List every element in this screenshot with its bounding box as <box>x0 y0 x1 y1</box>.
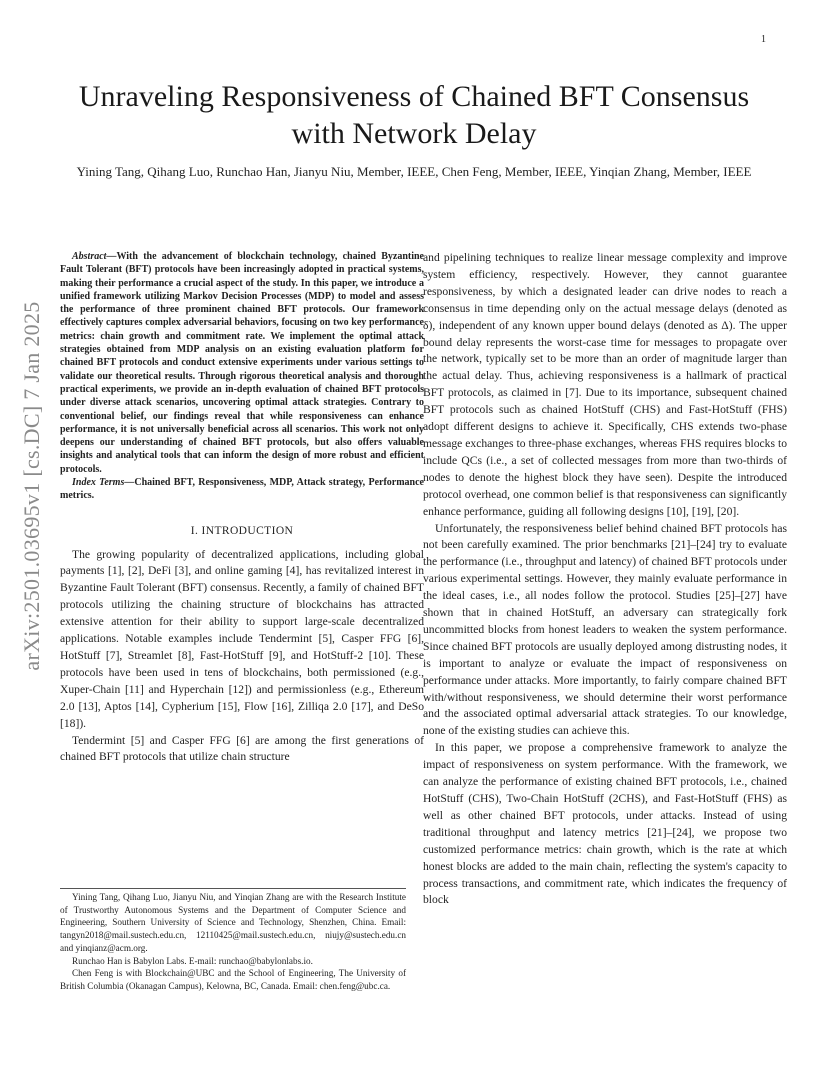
footnote: Yining Tang, Qihang Luo, Jianyu Niu, and Yinqian Zhang are with the Research Institute of Trustworthy Autonomous Systems and the Department of Computer Science and Engineering, Southern University of Science and Technology, Shenzhen, China. Email: tangyn2018@mail.sustech.edu.cn, 12110425@mail.sustech.edu.cn, niujy@sustech.edu.cn and yinqianz@acm.org. <box>60 892 406 953</box>
paragraph: and pipelining techniques to realize linear message complexity and improve system efficiency, respectively. However, they cannot guarantee responsiveness, by which a designated leader can drive nodes to reach a consensus in time depending only on the actual message delays (denoted as δ), independent of any known upper bound delays (denoted as Δ). The upper bound delay represents the worst-case time for messages to propagate over the network, typically set to be more than an order of magnitude larger than the actual delay. Thus, achieving responsiveness is a hallmark of practical BFT protocols, as claimed in [7]. Due to its importance, subsequent chained BFT protocols such as chained HotStuff (CHS) and Fast-HotStuff (FHS) adopt different designs to achieve it. Specifically, CHS extends two-phase message exchanges to three-phase exchanges, whereas FHS requires blocks to include QCs (i.e., a set of collected messages from more than two-thirds of nodes to denote the highest block they have seen). Despite the introduced protocol overhead, one common belief is that responsiveness can significantly enhance performance, guiding all following designs [10], [19], [20]. <box>423 251 787 518</box>
left-column <box>60 250 424 766</box>
index-terms <box>60 476 424 503</box>
page-number: 1 <box>761 34 766 45</box>
abstract-label: Abstract— <box>72 251 117 262</box>
section-heading: I. INTRODUCTION <box>190 524 294 537</box>
paragraph: Unfortunately, the responsiveness belief behind chained BFT protocols has not been carefully examined. The prior benchmarks [21]–[24] try to evaluate the performance (i.e., throughput and latency) of chained BFT protocols under various experimental settings. However, they mainly evaluate performance in the ideal cases, i.e., all nodes follow the protocol. Studies [25]–[27] have shown that in chained HotStuff, an adversary can strategically fork uncommitted blocks from honest leaders to weaken the system performance. Since chained BFT protocols are usually deployed among distrusting nodes, it is important to analyze or evaluate the impact of responsiveness on performance under attacks. More importantly, to fairly compare chained BFT with/without responsiveness, we should determine their worst performance and the associated optimal adversarial attack strategies. To our knowledge, none of the existing studies can achieve this. <box>423 521 787 738</box>
arxiv-stamp <box>20 297 44 675</box>
right-column <box>423 250 787 909</box>
paper-title: Unraveling Responsiveness of Chained BFT Consensus with Network Delay <box>78 80 750 150</box>
paragraph: The growing popularity of decentralized applications, including global payments [1], [2], DeFi [3], and online gaming [4], has revitalized interest in Byzantine Fault Tolerant (BFT) consensus. Recently, a family of chained BFT protocols utilizing the chaining structure of blockchains has attracted extensive attention for their ability to support large-scale decentralized applications. Notable examples include Tendermint [5], Casper FFG [6], HotStuff [7], Streamlet [8], Fast-HotStuff [9], and HotStuff-2 [10]. These protocols have been used in tens of blockchains, both permissioned (e.g., Xuper-Chain [11] and Hyperchain [12]) and permissionless (e.g., Ethereum 2.0 [13], Aptos [14], Cypherium [15], Flow [16], Zilliqa 2.0 [17], and DeSo [18]). <box>60 547 424 730</box>
abstract-text: With the advancement of blockchain technology, chained Byzantine Fault Tolerant (BFT) protocols have been increasingly adopted in practical systems, making their performance a crucial aspect of the study. In this paper, we introduce a unified framework utilizing Markov Decision Processes (MDP) to model and assess the performance of three prominent chained BFT protocols. Our framework effectively captures complex adversarial behaviors, focusing on two key performance metrics: chain growth and commitment rate. We implement the optimal attack strategies obtained from MDP analysis on an existing evaluation platform for chained BFT protocols and conduct extensive experiments under various settings to validate our theoretical results. Through rigorous theoretical analysis and thorough practical experiments, we provide an in-depth evaluation of chained BFT protocols under diverse attack scenarios, uncovering optimal attack strategies. Contrary to conventional belief, our findings reveal that while responsiveness can enhance performance, it is not universally beneficial across all scenarios. This work not only deepens our understanding of chained BFT protocols, but also offers valuable insights and analytical tools that can inform the design of more robust and efficient protocols. <box>60 251 424 475</box>
paragraph: In this paper, we propose a comprehensive framework to analyze the impact of responsiveness on system performance. With the framework, we can analyze the performance of existing chained BFT protocols, i.e., chained HotStuff (CHS), Two-Chain HotStuff (2CHS), and Fast-HotStuff (FHS) as well as other chained BFT protocols, under attacks. Instead of using traditional throughput and latency metrics [21]–[24], we propose two customized performance metrics: chain growth, which is the rate at which honest blocks are added to the main chain, reflecting the system's capacity to process transactions, and commitment rate, which indicates the frequency of block <box>423 741 787 907</box>
footnote: Runchao Han is Babylon Labs. E-mail: runchao@babylonlabs.io. <box>72 955 313 966</box>
index-terms-label: Index Terms— <box>72 477 135 489</box>
author-list: Yining Tang, Qihang Luo, Runchao Han, Jianyu Niu, Member, IEEE, Chen Feng, Member, IEEE, Yinqian Zhang, Member, IEEE <box>76 164 752 179</box>
index-terms-text: Chained BFT, Responsiveness, MDP, Attack strategy, Performance metrics. <box>60 477 424 502</box>
footnotes <box>60 888 406 993</box>
abstract <box>60 250 424 476</box>
footnote: Chen Feng is with Blockchain@UBC and the School of Engineering, The University of British Columbia (Okanagan Campus), Kelowna, BC, Canada. Email: chen.feng@ubc.ca. <box>60 968 406 991</box>
paragraph: Tendermint [5] and Casper FFG [6] are among the first generations of chained BFT protocols that utilize chain structure <box>60 733 424 764</box>
arxiv-id: arXiv:2501.03695v1 [cs.DC] 7 Jan 2025 <box>19 301 44 671</box>
